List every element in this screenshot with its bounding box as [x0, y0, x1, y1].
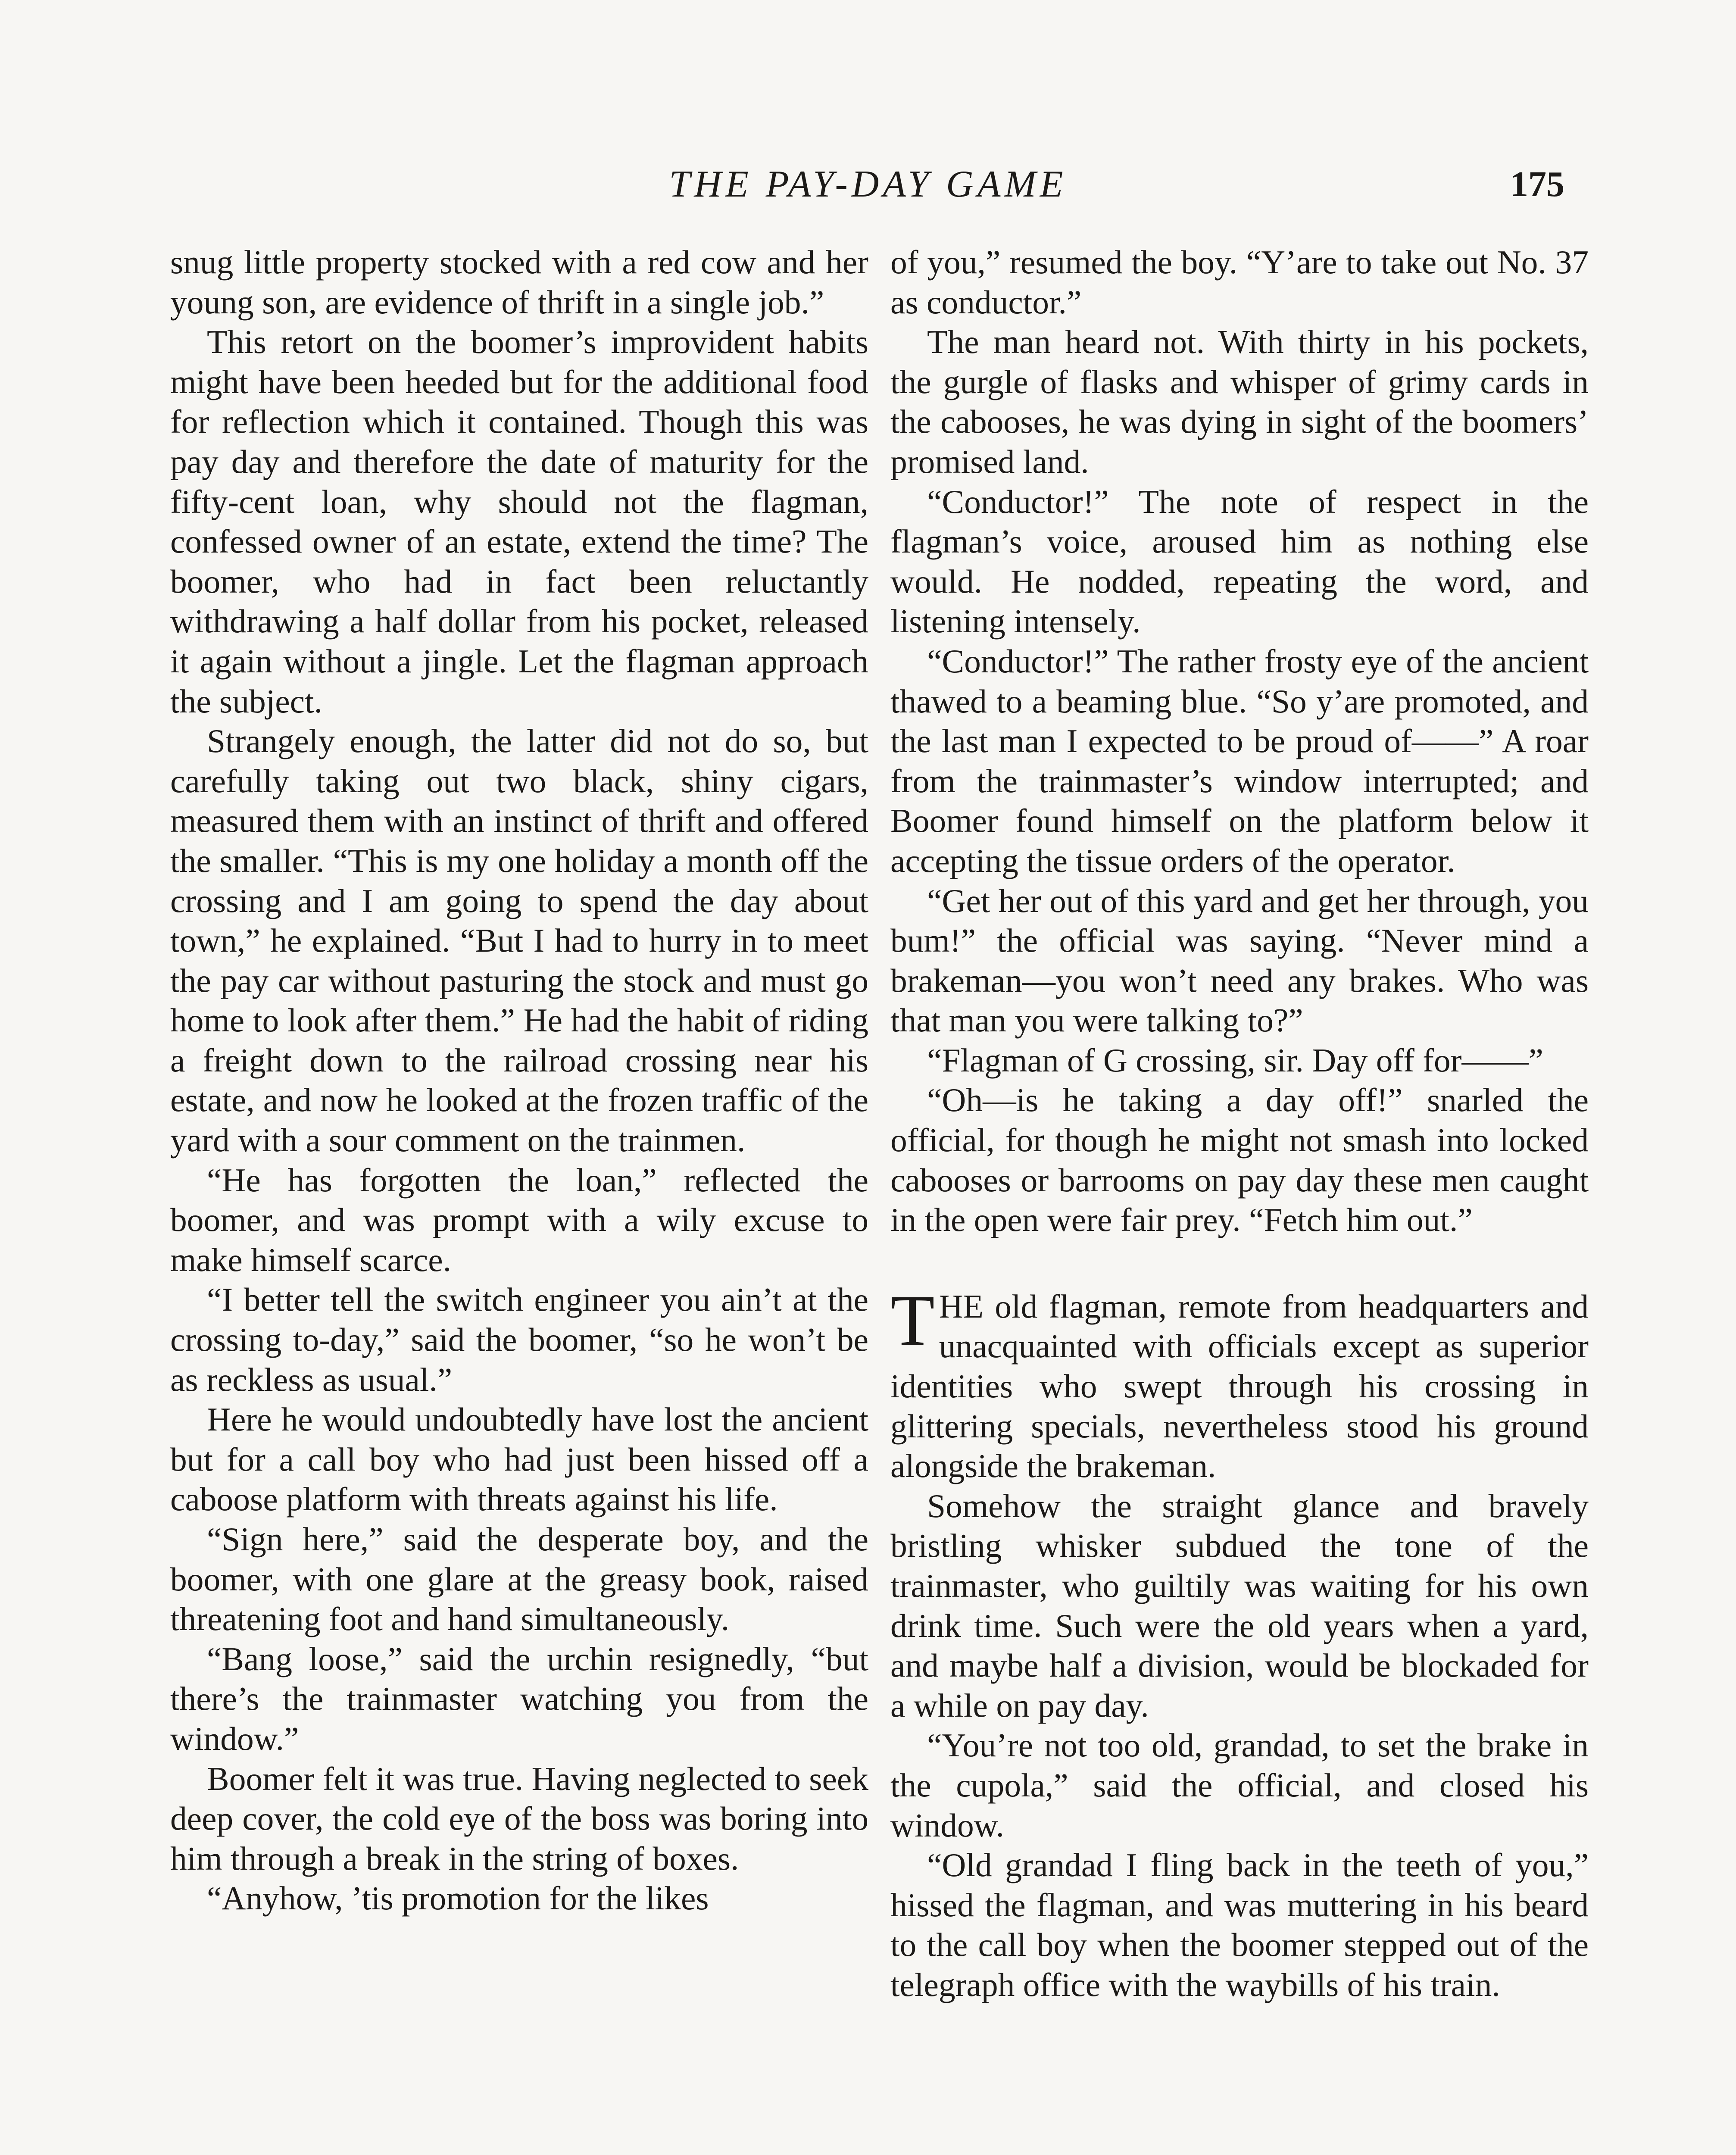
paragraph: Here he would undoubtedly have lost the ancient but for a call boy who had just been hissed off a caboose platform with threats against his life. — [170, 1401, 868, 1518]
paragraph: “Oh—is he taking a day off!” snarled the official, for though he might not smash into locked cabooses or barrooms on pay day these men caught in the open were fair prey. “Fetch him out.” — [890, 1081, 1589, 1239]
paragraph: “Conductor!” The note of respect in the flagman’s voice, aroused him as nothing else would. He nodded, repeating the word, and listening intensely. — [890, 483, 1589, 640]
paragraph: of you,” resumed the boy. “Y’are to take out No. 37 as conductor.” — [890, 244, 1589, 321]
paragraph: “Conductor!” The rather frosty eye of the ancient thawed to a beaming blue. “So y’are promoted, and the last man I expected to be proud of——” A roar from the trainmaster’s window interrupted; and Boomer found himself on the platform below it accepting the tissue orders of the operator. — [890, 642, 1589, 879]
section-opening-paragraph — [890, 1280, 1589, 1486]
paragraph: “Sign here,” said the desperate boy, and the boomer, with one glare at the greasy book, raised threatening foot and hand simultaneously. — [170, 1521, 868, 1638]
drop-cap: T — [890, 1280, 935, 1361]
running-title: THE PAY-DAY GAME — [669, 163, 1067, 205]
paragraph: This retort on the boomer’s improvident habits might have been heeded but for the additional food for reflection which it contained. Though this was pay day and therefore the date of maturity for the fifty-cent loan, why should not the flagman, confessed owner of an estate, extend the time? The boomer, who had in fact been reluctantly withdrawing a half dollar from his pocket, released it again without a jingle. Let the flagman approach the subject. — [170, 323, 868, 720]
paragraph: “Bang loose,” said the urchin resignedly, “but there’s the trainmaster watching you from the window.” — [170, 1640, 868, 1757]
paragraph: “I better tell the switch engineer you ain’t at the crossing to-day,” said the boomer, “so he won’t be as reckless as usual.” — [170, 1281, 868, 1398]
right-column — [890, 242, 1589, 2005]
paragraph: “Anyhow, ’tis promotion for the likes — [207, 1880, 709, 1917]
section-opening-text: HE old flagman, remote from headquarters and unacquainted with officials except as superior identities who swept through his crossing in glittering specials, nevertheless stood his ground alongside the brakeman. — [890, 1287, 1589, 1485]
page-number: 175 — [1510, 164, 1564, 204]
paragraph: The man heard not. With thirty in his pockets, the gurgle of flasks and whisper of grimy cards in the cabooses, he was dying in sight of the boomers’ promised land. — [890, 323, 1589, 480]
paragraph: Strangely enough, the latter did not do so, but carefully taking out two black, shiny cigars, measured them with an instinct of thrift and offered the smaller. “This is my one holiday a month off the crossing and I am going to spend the day about town,” he explained. “But I had to hurry in to meet the pay car without pasturing the stock and must go home to look after them.” He had the habit of riding a freight down to the railroad crossing near his estate, and now he looked at the frozen traffic of the yard with a sour comment on the trainmen. — [170, 722, 868, 1159]
paragraph: “Get her out of this yard and get her through, you bum!” the official was saying. “Never mind a brakeman—you won’t need any brakes. Who was that man you were talking to?” — [890, 882, 1589, 1039]
paragraph: Somehow the straight glance and bravely bristling whisker subdued the tone of the trainmaster, who guiltily was waiting for his own drink time. Such were the old years when a yard, and maybe half a division, would be blockaded for a while on pay day. — [890, 1487, 1589, 1724]
section-break — [890, 1240, 1589, 1287]
left-column — [170, 242, 868, 1918]
paragraph: “Old grandad I fling back in the teeth of you,” hissed the flagman, and was muttering in his beard to the call boy when the boomer stepped out of the telegraph office with the waybills of his train. — [890, 1846, 1589, 2003]
paragraph: “Flagman of G crossing, sir. Day off for——” — [927, 1041, 1543, 1079]
paragraph: Boomer felt it was true. Having neglected to seek deep cover, the cold eye of the boss was boring into him through a break in the string of boxes. — [170, 1760, 868, 1877]
paragraph: “You’re not too old, grandad, to set the brake in the cupola,” said the official, and closed his window. — [890, 1727, 1589, 1844]
paragraph: “He has forgotten the loan,” reflected the boomer, and was prompt with a wily excuse to make himself scarce. — [170, 1161, 868, 1278]
paragraph: snug little property stocked with a red cow and her young son, are evidence of thrift in a single job.” — [170, 244, 868, 321]
